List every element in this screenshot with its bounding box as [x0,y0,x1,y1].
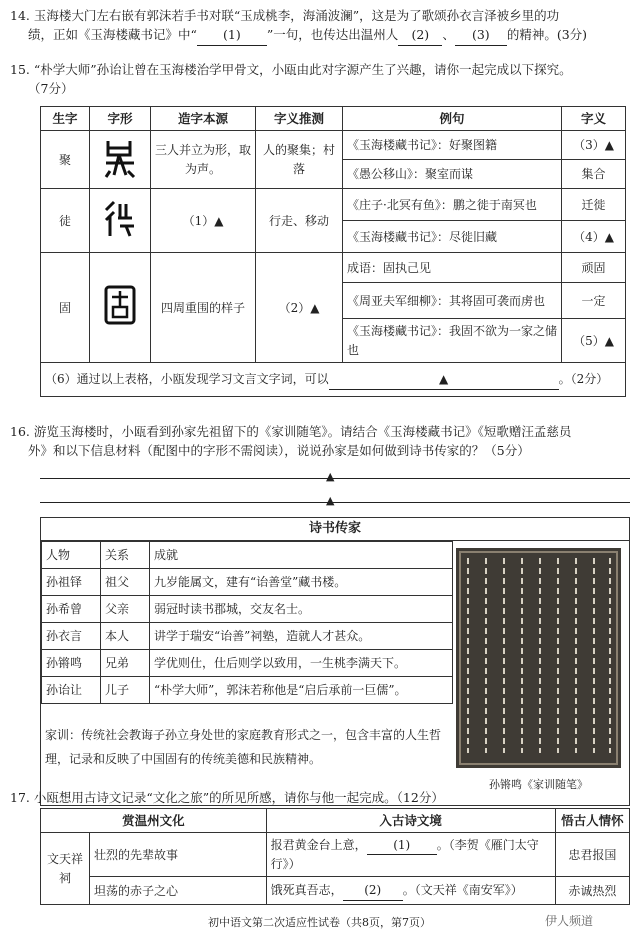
q15-header: 字义 [562,107,626,131]
family-name: 孙诒让 [42,677,101,704]
family-achievement: 学优则仕，仕后则学以致用，一生桃李满天下。 [150,650,453,677]
meaning-blank-4[interactable]: （4）▲ [562,221,626,253]
example-cell: 《玉海楼藏书记》：尽徙旧藏 [343,221,562,253]
example-cell: 《愚公移山》：聚室而谋 [343,160,562,189]
meaning-cell: 集合 [562,160,626,189]
q14-blank-1[interactable]: (1) [197,25,267,45]
guess-cell: 行走、移动 [256,189,343,253]
question-17 [10,788,630,807]
family-table-wrap [41,541,453,704]
q14-text-line1: 玉海楼大门左右嵌有郭沫若手书对联“玉成桃李，海涌波澜”，这是为了歌颂孙衣言泽被乡里的功 [33,8,560,23]
q15-number: 15. [10,62,30,77]
family-relation: 兄弟 [101,650,150,677]
q17-header: 入古诗文境 [266,809,555,833]
question-14: 14. 玉海楼大门左右嵌有郭沫若手书对联“玉成桃李，海涌波澜”，这是为了歌颂孙衣言泽被乡里的功 绩，正如《玉海楼藏书记》中“ (1) ”一句，也传达出温州人 (2) 、 (3) 的精神。(3分) [10,6,630,46]
q17-culture: 壮烈的先辈故事 [90,833,267,877]
example-cell: 《玉海楼藏书记》：好聚图籍 [343,131,562,160]
example-cell: 《周亚夫军细柳》：其将固可袭而虏也 [343,283,562,319]
guess-blank-2[interactable]: （2）▲ [256,253,343,363]
ancient-glyph-gu-icon [90,253,151,363]
family-name: 孙祖铎 [42,569,101,596]
meaning-cell: 迁徙 [562,189,626,221]
question-15 [10,60,630,99]
q17-poem-cell [266,833,555,877]
ancient-glyph-tu-icon [90,189,151,253]
q15-summary-row [41,363,626,397]
family-header: 人物 [42,542,101,569]
family-relation: 儿子 [101,677,150,704]
q17-poem-cell [266,877,555,905]
family-header: 关系 [101,542,150,569]
q14-text-b: ”一句，也传达出温州人 [266,27,399,43]
q15-header: 造字本源 [151,107,256,131]
family-relation: 祖父 [101,569,150,596]
q17-blank-1[interactable]: (1) [367,836,437,856]
q15-header: 字义推测 [256,107,343,131]
q17-poem-b: 。（李贺《雁门太守行》） [270,837,539,872]
origin-cell: 四周重围的样子 [151,253,256,363]
manuscript-caption: 孙锵鸣《家训随笔》 [489,778,588,791]
family-name: 孙希曾 [42,596,101,623]
q17-poem-b: 。（文天祥《南安军》） [402,883,523,898]
char-cell: 聚 [41,131,90,189]
meaning-cell: 一定 [562,283,626,319]
q17-feeling: 赤诚热烈 [555,877,629,905]
family-table [41,541,453,704]
q17-number: 17. [10,790,30,805]
q17-blank-2[interactable]: (2) [343,881,403,901]
q17-feeling: 忠君报国 [555,833,629,877]
q15-header: 字形 [90,107,151,131]
q17-poem-a: 报君黄金台上意， [270,837,367,852]
q17-text: 小瓯想用古诗文记录“文化之旅”的所见所感，请你与他一起完成。（12分） [33,790,444,805]
example-cell: 《庄子·北冥有鱼》：鹏之徙于南冥也 [343,189,562,221]
q15-table [40,106,626,397]
meaning-cell: 顽固 [562,253,626,283]
q17-header: 赏温州文化 [41,809,267,833]
q14-blank-3[interactable]: (3) [455,25,507,45]
q16-text-line1: 游览玉海楼时，小瓯看到孙家先祖留下的《家训随笔》。请结合《玉海楼藏书记》《短歌赠汪孟慈员 [33,424,572,439]
example-cell: 成语：固执己见 [343,253,562,283]
q15-score: （7分） [28,81,74,97]
q15-header: 生字 [41,107,90,131]
family-instruction-text: 家训：传统社会教诲子孙立身处世的家庭教育形式之一，包含丰富的人生哲理，记录和反映了中国固有的传统美德和民族精神。 [45,728,442,766]
char-cell: 徒 [41,189,90,253]
q15-text: “朴学大师”孙诒让曾在玉海楼治学甲骨文，小瓯由此对字源产生了兴趣，请你一起完成以下探究。 [33,62,572,77]
char-cell: 固 [41,253,90,363]
meaning-blank-5[interactable]: （5）▲ [562,319,626,363]
example-cell: 《玉海楼藏书记》：我固不欲为一家之储也 [343,319,562,363]
origin-blank-1[interactable]: （1）▲ [151,189,256,253]
q15-blank-6[interactable]: ▲ [329,370,559,390]
q16-material-box [40,517,630,806]
q17-culture: 坦荡的赤子之心 [90,877,267,905]
material-title: 诗书传家 [41,518,629,541]
answer-line-2[interactable] [40,502,630,503]
q17-poem-a: 饿死真吾志， [270,883,343,898]
q17-header: 悟古人情怀 [555,809,629,833]
answer-marker: ▲ [326,494,335,507]
answer-line-1[interactable] [40,478,630,479]
family-achievement: 弱冠时读书郡城，交友名士。 [150,596,453,623]
q16-text-line2: 外》和以下信息材料（配图中的字形不需阅读），说说孙家是如何做到诗书传家的？（5分） [28,443,530,459]
family-relation: 父亲 [101,596,150,623]
q15-header: 例句 [343,107,562,131]
q15-summary-text: （6）通过以上表格，小瓯发现学习文言文字词，可以 [45,372,329,387]
q14-text-c: 的精神。(3分) [506,27,588,43]
family-name: 孙衣言 [42,623,101,650]
q14-blank-2[interactable]: (2) [398,25,442,45]
family-header: 成就 [150,542,453,569]
q14-text-a: 绩，正如《玉海楼藏书记》中“ [28,27,197,43]
question-16 [10,422,630,461]
q17-table [40,808,630,905]
origin-cell: 三人并立为形，取为声。 [151,131,256,189]
family-achievement: 讲学于瑞安“诒善”祠塾，造就人才甚众。 [150,623,453,650]
manuscript-image [456,548,621,768]
watermark: 伊人频道 [545,914,594,928]
family-achievement: “朴学大师”，郭沫若称他是“启后承前一巨儒”。 [150,677,453,704]
q16-number: 16. [10,424,30,439]
page-footer: 初中语文第二次适应性试卷（共8页，第7页） [208,916,431,929]
guess-cell: 人的聚集；村落 [256,131,343,189]
ancient-glyph-ju-icon [90,131,151,189]
q15-summary-score: 。（2分） [558,372,609,387]
q17-place: 文天祥祠 [41,833,90,905]
family-relation: 本人 [101,623,150,650]
family-name: 孙锵鸣 [42,650,101,677]
meaning-blank-3[interactable]: （3）▲ [562,131,626,160]
answer-marker: ▲ [326,470,335,483]
family-achievement: 九岁能属文，建有“诒善堂”藏书楼。 [150,569,453,596]
q14-number: 14. [10,8,30,23]
